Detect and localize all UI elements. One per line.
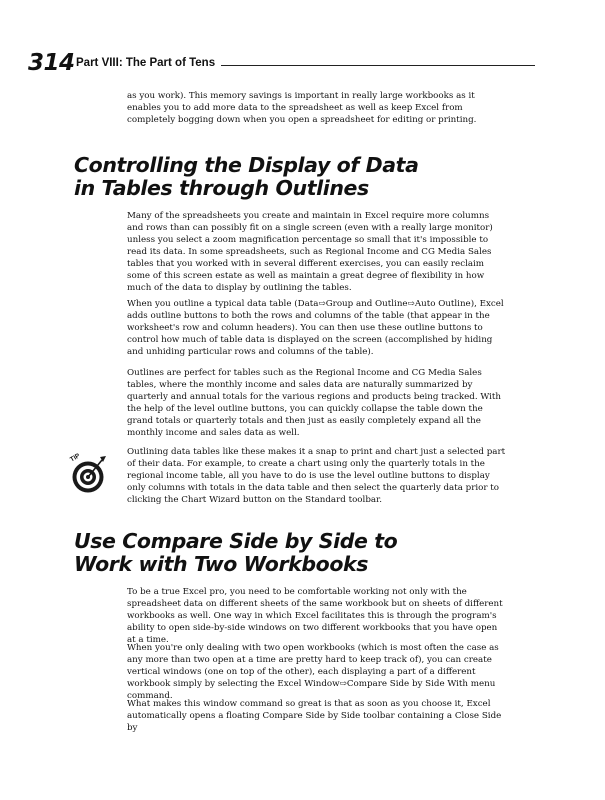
part-title: Part VIII: The Part of Tens <box>76 57 221 69</box>
intro-paragraph: as you work). This memory savings is important in really large workbooks as it enables you to add more data to the spreadsheet as well as keep Excel from completely bogging down when you open a spreadsheet for editing or printing. <box>127 91 477 125</box>
heading-line: Use Compare Side by Side to <box>74 529 398 553</box>
section-heading-outlines <box>74 154 419 200</box>
paragraph: To be a true Excel pro, you need to be comfortable working not only with the spreadsheet data on different sheets of the same workbook but on sheets of different workbooks as well. One way in which Excel facilitates this is through the program's ability to open side-by-side windows on two different workbooks that you have open at a time. <box>127 587 503 645</box>
page-number: 314 <box>28 50 75 76</box>
section-heading-compare <box>74 530 397 576</box>
heading-line: in Tables through Outlines <box>74 176 369 200</box>
tip-paragraph: Outlining data tables like these makes it a snap to print and chart just a selected part of their data. For example, to create a chart using only the quarterly totals in the regional income table, all you have to do is use the level outline buttons to display only columns with totals in the data table and then select the quarterly data prior to clicking the Chart Wizard button on the Standard toolbar. <box>127 447 506 505</box>
paragraph: Many of the spreadsheets you create and maintain in Excel require more columns and rows than can possibly fit on a single screen (even with a really large monitor) unless you select a zoom magnification percentage so small that it's impossible to read its data. In some spreadsheets, such as Regional Income and CG Media Sales tables that you worked with in several different exercises, you can easily reclaim some of this screen estate as well as maintain a great degree of flexibility in how much of the data to display by outlining the tables. <box>127 211 493 293</box>
paragraph: What makes this window command so great is that as soon as you choose it, Excel automatically opens a floating Compare Side by Side toolbar containing a Close Side by <box>127 699 502 733</box>
paragraph: Outlines are perfect for tables such as the Regional Income and CG Media Sales tables, where the monthly income and sales data are naturally summarized by quarterly and annual totals for the various regions and products being tracked. With the help of the level outline buttons, you can quickly collapse the table down the grand totals or quarterly totals and then just as easily completely expand all the monthly income and sales data as well. <box>127 368 501 438</box>
page-header <box>28 50 535 80</box>
paragraph: When you're only dealing with two open workbooks (which is most often the case as any more than two open at a time are pretty hard to keep track of), you can create vertical windows (one on top of the other), each displaying a part of a different workbook simply by selecting the Excel Window⇨Compare Side by Side With menu command. <box>127 643 499 701</box>
tip-icon <box>66 448 110 496</box>
heading-line: Work with Two Workbooks <box>74 552 369 576</box>
target-icon <box>66 448 110 496</box>
paragraph: When you outline a typical data table (Data⇨Group and Outline⇨Auto Outline), Excel adds outline buttons to both the rows and columns of the table (that appear in the worksheet's row and column headers). You can then use these outline buttons to control how much of table data is displayed on the screen (accomplished by hiding and unhiding particular rows and columns of the table). <box>127 299 504 357</box>
heading-line: Controlling the Display of Data <box>74 153 419 177</box>
tip-label: TIP <box>69 452 82 464</box>
